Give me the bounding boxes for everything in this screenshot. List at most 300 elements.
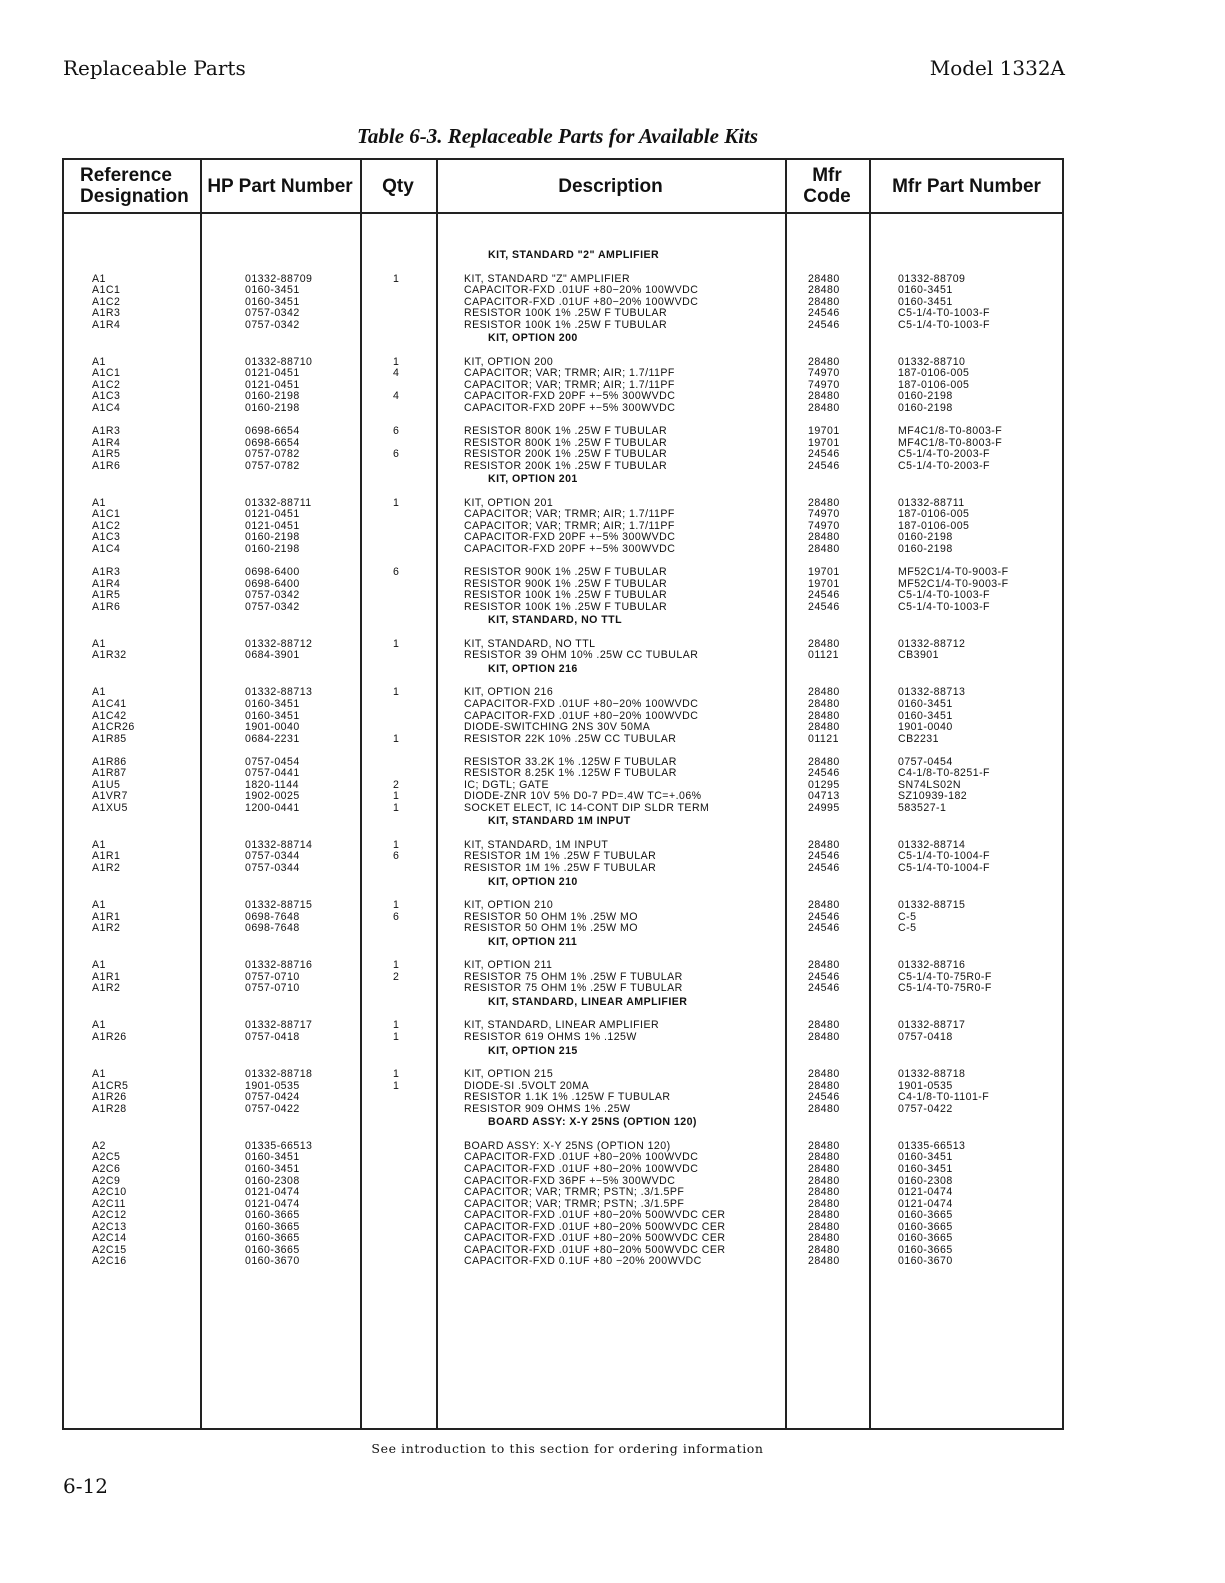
ref-designation: A2C10: [92, 1186, 127, 1199]
ref-designation: A1R26: [92, 1031, 127, 1044]
mfr-part-number: 01332-88718: [898, 1068, 966, 1081]
hp-part-number: 0757-0422: [245, 1102, 300, 1115]
hp-part-number: 0757-0424: [245, 1091, 300, 1104]
hp-part-number: 0684-2231: [245, 732, 300, 745]
ref-designation: A1C2: [92, 378, 121, 391]
hp-part-number: 0757-0782: [245, 459, 300, 472]
column-header-qty: Qty: [382, 175, 414, 197]
qty: 1: [393, 355, 400, 368]
mfr-part-number: C-5: [898, 922, 917, 935]
table-row: [0, 863, 1225, 875]
mfr-code: 24546: [808, 982, 840, 995]
mfr-part-number: 0160-3665: [898, 1209, 953, 1222]
qty: 1: [393, 899, 400, 912]
mfr-code: 28480: [808, 1209, 840, 1222]
kit-title: KIT, STANDARD, NO TTL: [488, 614, 623, 627]
hp-part-number: 0757-0782: [245, 448, 300, 461]
table-row: [0, 602, 1225, 614]
hp-part-number: 01332-88712: [245, 637, 313, 650]
description: CAPACITOR; VAR; TRMR; PSTN; .3/1.5PF: [464, 1186, 685, 1199]
qty: 1: [393, 1079, 400, 1092]
mfr-part-number: 01332-88716: [898, 959, 966, 972]
mfr-code: 28480: [808, 496, 840, 509]
description: KIT, OPTION 210: [464, 899, 554, 912]
mfr-code: 28480: [808, 390, 840, 403]
qty: 1: [393, 959, 400, 972]
ref-designation: A1: [92, 838, 106, 851]
hp-part-number: 0757-0344: [245, 850, 300, 863]
hp-part-number: 1902-0025: [245, 790, 300, 803]
qty: 1: [393, 732, 400, 745]
qty: 2: [393, 778, 400, 791]
hp-part-number: 0698-6654: [245, 436, 300, 449]
ref-designation: A1: [92, 1019, 106, 1032]
description: RESISTOR 100K 1% .25W F TUBULAR: [464, 307, 668, 320]
qty: 6: [393, 425, 400, 438]
hp-part-number: 0160-3665: [245, 1243, 300, 1256]
ref-designation: A1R1: [92, 850, 121, 863]
ref-designation: A1: [92, 899, 106, 912]
description: CAPACITOR-FXD 20PF +−5% 300WVDC: [464, 542, 676, 555]
hp-part-number: 01332-88711: [245, 496, 312, 509]
mfr-part-number: 0160-3451: [898, 709, 953, 722]
table-row: [0, 1187, 1225, 1199]
description: SOCKET ELECT, IC 14-CONT DIP SLDR TERM: [464, 801, 710, 814]
ref-designation: A2: [92, 1139, 106, 1152]
hp-part-number: 01332-88717: [245, 1019, 313, 1032]
model-header: Model 1332A: [929, 56, 1065, 80]
kit-title-row: [0, 997, 1225, 1009]
mfr-code: 28480: [808, 1162, 840, 1175]
table-row: [0, 900, 1225, 912]
mfr-code: 74970: [808, 519, 840, 532]
hp-part-number: 0757-0418: [245, 1031, 300, 1044]
hp-part-number: 01332-88714: [245, 838, 313, 851]
hp-part-number: 0160-3451: [245, 1151, 300, 1164]
table-row: [0, 699, 1225, 711]
ref-designation: A1C1: [92, 508, 121, 521]
mfr-code: 28480: [808, 1186, 840, 1199]
description: RESISTOR 1M 1% .25W F TUBULAR: [464, 862, 657, 875]
table-row: [0, 1210, 1225, 1222]
description: RESISTOR 100K 1% .25W F TUBULAR: [464, 600, 668, 613]
kit-title-row: [0, 1046, 1225, 1058]
mfr-part-number: 0160-2198: [898, 531, 953, 544]
hp-part-number: 0160-3665: [245, 1220, 300, 1233]
description: CAPACITOR-FXD 36PF +−5% 300WVDC: [464, 1174, 676, 1187]
hp-part-number: 0160-2198: [245, 390, 300, 403]
qty: 1: [393, 272, 400, 285]
mfr-code: 24995: [808, 801, 840, 814]
ref-designation: A1: [92, 272, 106, 285]
description: CAPACITOR; VAR; TRMR; AIR; 1.7/11PF: [464, 367, 675, 380]
kit-title-row: [0, 333, 1225, 345]
mfr-part-number: 187-0106-005: [898, 508, 970, 521]
description: KIT, OPTION 200: [464, 355, 554, 368]
hp-part-number: 1200-0441: [245, 801, 300, 814]
ref-designation: A1: [92, 637, 106, 650]
description: RESISTOR 22K 10% .25W CC TUBULAR: [464, 732, 677, 745]
table-row: [0, 768, 1225, 780]
table-row: [0, 722, 1225, 734]
qty: 6: [393, 850, 400, 863]
ref-designation: A2C11: [92, 1197, 126, 1210]
hp-part-number: 0757-0441: [245, 767, 300, 780]
hp-part-number: 0160-2198: [245, 542, 300, 555]
mfr-part-number: 01332-88717: [898, 1019, 966, 1032]
mfr-code: 24546: [808, 600, 840, 613]
mfr-part-number: C4-1/8-T0-1101-F: [898, 1091, 990, 1104]
ref-designation: A1R3: [92, 307, 121, 320]
qty: 6: [393, 910, 400, 923]
ref-designation: A1R4: [92, 577, 121, 590]
table-row: [0, 1032, 1225, 1044]
ref-designation: A1VR7: [92, 790, 128, 803]
hp-part-number: 0160-3451: [245, 284, 300, 297]
mfr-code: 28480: [808, 1079, 840, 1092]
hp-part-number: 1820-1144: [245, 778, 299, 791]
qty: 4: [393, 390, 400, 403]
mfr-code: 24546: [808, 1091, 840, 1104]
description: RESISTOR 33.2K 1% .125W F TUBULAR: [464, 755, 677, 768]
mfr-part-number: 1901-0535: [898, 1079, 953, 1092]
mfr-code: 04713: [808, 790, 840, 803]
mfr-code: 28480: [808, 697, 840, 710]
ref-designation: A2C16: [92, 1255, 127, 1268]
description: KIT, STANDARD "Z" AMPLIFIER: [464, 272, 631, 285]
mfr-code: 28480: [808, 1031, 840, 1044]
description: CAPACITOR-FXD 20PF +−5% 300WVDC: [464, 390, 676, 403]
qty: 1: [393, 637, 400, 650]
description: RESISTOR 100K 1% .25W F TUBULAR: [464, 318, 668, 331]
mfr-part-number: 01335-66513: [898, 1139, 966, 1152]
table-row: [0, 1164, 1225, 1176]
hp-part-number: 0121-0451: [245, 378, 300, 391]
description: KIT, STANDARD, LINEAR AMPLIFIER: [464, 1019, 660, 1032]
description: KIT, OPTION 211: [464, 959, 553, 972]
description: CAPACITOR; VAR; TRMR; AIR; 1.7/11PF: [464, 508, 675, 521]
mfr-part-number: 01332-88712: [898, 637, 966, 650]
description: KIT, OPTION 216: [464, 686, 554, 699]
kit-title: KIT, OPTION 200: [488, 332, 578, 345]
hp-part-number: 0757-0344: [245, 862, 300, 875]
hp-part-number: 0757-0342: [245, 589, 300, 602]
description: KIT, OPTION 215: [464, 1068, 554, 1081]
description: CAPACITOR-FXD .01UF +80−20% 100WVDC: [464, 1162, 699, 1175]
mfr-part-number: 01332-88711: [898, 496, 965, 509]
mfr-code: 28480: [808, 542, 840, 555]
hp-part-number: 0684-3901: [245, 649, 300, 662]
hp-part-number: 01332-88718: [245, 1068, 313, 1081]
mfr-code: 28480: [808, 1019, 840, 1032]
mfr-code: 19701: [808, 436, 840, 449]
kit-title-row: [0, 474, 1225, 486]
kit-title: BOARD ASSY: X-Y 25NS (OPTION 120): [488, 1116, 697, 1129]
description: RESISTOR 619 OHMS 1% .125W: [464, 1031, 637, 1044]
description: IC; DGTL; GATE: [464, 778, 549, 791]
mfr-code: 28480: [808, 1220, 840, 1233]
ref-designation: A1R2: [92, 922, 121, 935]
table-row: [0, 734, 1225, 746]
ref-designation: A2C5: [92, 1151, 121, 1164]
kit-title-row: [0, 877, 1225, 889]
hp-part-number: 01332-88709: [245, 272, 313, 285]
ref-designation: A1C3: [92, 531, 121, 544]
hp-part-number: 0160-3451: [245, 697, 300, 710]
mfr-code: 28480: [808, 1232, 840, 1245]
mfr-code: 28480: [808, 1197, 840, 1210]
mfr-part-number: 0160-3670: [898, 1255, 953, 1268]
ref-designation: A1R2: [92, 862, 121, 875]
qty: 6: [393, 448, 400, 461]
mfr-part-number: MF4C1/8-T0-8003-F: [898, 436, 1003, 449]
kit-title-row: [0, 1117, 1225, 1129]
description: CAPACITOR-FXD 20PF +−5% 300WVDC: [464, 531, 676, 544]
mfr-code: 28480: [808, 721, 840, 734]
ref-designation: A1C3: [92, 390, 121, 403]
mfr-code: 28480: [808, 1255, 840, 1268]
table-row: [0, 1104, 1225, 1116]
description: RESISTOR 75 OHM 1% .25W F TUBULAR: [464, 982, 683, 995]
mfr-part-number: 1901-0040: [898, 721, 953, 734]
qty: 1: [393, 838, 400, 851]
ref-designation: A1: [92, 496, 106, 509]
mfr-part-number: C5-1/4-T0-1004-F: [898, 850, 990, 863]
description: CAPACITOR-FXD .01UF +80−20% 100WVDC: [464, 697, 699, 710]
ref-designation: A1U5: [92, 778, 121, 791]
qty: 4: [393, 367, 400, 380]
description: RESISTOR 800K 1% .25W F TUBULAR: [464, 425, 668, 438]
mfr-code: 74970: [808, 508, 840, 521]
table-row: [0, 320, 1225, 332]
description: CAPACITOR-FXD .01UF +80−20% 500WVDC CER: [464, 1232, 726, 1245]
mfr-code: 28480: [808, 1068, 840, 1081]
table-row: [0, 1256, 1225, 1268]
mfr-code: 28480: [808, 1174, 840, 1187]
ref-designation: A1C2: [92, 295, 121, 308]
ref-designation: A1CR5: [92, 1079, 129, 1092]
ref-designation: A1C2: [92, 519, 121, 532]
mfr-part-number: MF4C1/8-T0-8003-F: [898, 425, 1003, 438]
kit-title: KIT, STANDARD 1M INPUT: [488, 815, 631, 828]
column-header-reference: Reference Designation: [80, 165, 189, 207]
mfr-part-number: C5-1/4-T0-1003-F: [898, 318, 990, 331]
mfr-part-number: MF52C1/4-T0-9003-F: [898, 566, 1009, 579]
hp-part-number: 0160-2198: [245, 402, 300, 415]
qty: 1: [393, 1068, 400, 1081]
ref-designation: A1R4: [92, 318, 121, 331]
ref-designation: A1R3: [92, 566, 121, 579]
mfr-part-number: C4-1/8-T0-8251-F: [898, 767, 990, 780]
ref-designation: A1C42: [92, 709, 127, 722]
hp-part-number: 0121-0474: [245, 1186, 300, 1199]
hp-part-number: 0698-6400: [245, 577, 300, 590]
ref-designation: A1C1: [92, 367, 121, 380]
description: CAPACITOR-FXD 0.1UF +80 −20% 200WVDC: [464, 1255, 702, 1268]
mfr-code: 24546: [808, 307, 840, 320]
mfr-code: 19701: [808, 577, 840, 590]
section-header: Replaceable Parts: [63, 56, 246, 80]
mfr-part-number: 01332-88715: [898, 899, 966, 912]
mfr-code: 24546: [808, 922, 840, 935]
mfr-part-number: 0121-0474: [898, 1186, 953, 1199]
mfr-part-number: 0160-3665: [898, 1232, 953, 1245]
mfr-code: 28480: [808, 1151, 840, 1164]
description: DIODE-SWITCHING 2NS 30V 50MA: [464, 721, 651, 734]
hp-part-number: 0757-0710: [245, 970, 300, 983]
mfr-part-number: CB3901: [898, 649, 939, 662]
mfr-part-number: 0160-3451: [898, 1162, 953, 1175]
hp-part-number: 01332-88710: [245, 355, 313, 368]
kit-title-row: [0, 250, 1225, 262]
description: CAPACITOR-FXD 20PF +−5% 300WVDC: [464, 402, 676, 415]
ref-designation: A2C12: [92, 1209, 127, 1222]
qty: 1: [393, 801, 400, 814]
mfr-code: 19701: [808, 566, 840, 579]
ref-designation: A1: [92, 959, 106, 972]
description: CAPACITOR; VAR; TRMR; AIR; 1.7/11PF: [464, 519, 675, 532]
mfr-part-number: 0757-0418: [898, 1031, 953, 1044]
ref-designation: A2C15: [92, 1243, 127, 1256]
mfr-part-number: 01332-88710: [898, 355, 966, 368]
table-row: [0, 403, 1225, 415]
hp-part-number: 0160-2198: [245, 531, 300, 544]
column-header-hp-part-number: HP Part Number: [207, 175, 353, 197]
description: RESISTOR 200K 1% .25W F TUBULAR: [464, 459, 668, 472]
description: DIODE-ZNR 10V 5% D0-7 PD=.4W TC=+.06%: [464, 790, 702, 803]
description: RESISTOR 1.1K 1% .125W F TUBULAR: [464, 1091, 671, 1104]
table-row: [0, 803, 1225, 815]
table-row: [0, 449, 1225, 461]
hp-part-number: 0121-0451: [245, 519, 300, 532]
mfr-part-number: 0757-0422: [898, 1102, 953, 1115]
mfr-code: 24546: [808, 767, 840, 780]
ref-designation: A1R32: [92, 649, 127, 662]
mfr-part-number: 187-0106-005: [898, 378, 970, 391]
hp-part-number: 0757-0454: [245, 755, 300, 768]
hp-part-number: 01332-88713: [245, 686, 313, 699]
mfr-code: 24546: [808, 910, 840, 923]
ref-designation: A1R2: [92, 982, 121, 995]
description: RESISTOR 1M 1% .25W F TUBULAR: [464, 850, 657, 863]
mfr-part-number: SN74LS02N: [898, 778, 961, 791]
ref-designation: A1R28: [92, 1102, 127, 1115]
mfr-code: 28480: [808, 838, 840, 851]
ref-designation: A1R5: [92, 448, 121, 461]
ref-designation: A1R1: [92, 970, 121, 983]
column-header-description: Description: [558, 175, 663, 197]
hp-part-number: 0698-7648: [245, 922, 300, 935]
ref-designation: A1C1: [92, 284, 121, 297]
description: RESISTOR 909 OHMS 1% .25W: [464, 1102, 631, 1115]
mfr-code: 28480: [808, 402, 840, 415]
qty: 6: [393, 566, 400, 579]
mfr-part-number: 01332-88713: [898, 686, 966, 699]
hp-part-number: 01332-88715: [245, 899, 313, 912]
mfr-part-number: C5-1/4-T0-75R0-F: [898, 970, 992, 983]
hp-part-number: 01335-66513: [245, 1139, 313, 1152]
mfr-code: 24546: [808, 318, 840, 331]
hp-part-number: 0121-0474: [245, 1197, 300, 1210]
hp-part-number: 0121-0451: [245, 367, 300, 380]
mfr-code: 28480: [808, 1139, 840, 1152]
mfr-part-number: MF52C1/4-T0-9003-F: [898, 577, 1009, 590]
mfr-part-number: C5-1/4-T0-2003-F: [898, 448, 990, 461]
ref-designation: A1R1: [92, 910, 121, 923]
hp-part-number: 0160-3451: [245, 295, 300, 308]
mfr-part-number: 0160-2198: [898, 390, 953, 403]
page-number: 6-12: [63, 1474, 108, 1498]
footnote: See introduction to this section for ordering information: [371, 1441, 764, 1456]
ref-designation: A1R86: [92, 755, 127, 768]
hp-part-number: 0757-0342: [245, 600, 300, 613]
mfr-part-number: C5-1/4-T0-2003-F: [898, 459, 990, 472]
table-row: [0, 983, 1225, 995]
mfr-part-number: C5-1/4-T0-1003-F: [898, 589, 990, 602]
description: CAPACITOR-FXD .01UF +80−20% 100WVDC: [464, 284, 699, 297]
table-row: [0, 650, 1225, 662]
kit-title: KIT, OPTION 210: [488, 875, 578, 888]
kit-title: KIT, OPTION 215: [488, 1044, 578, 1057]
ref-designation: A1R4: [92, 436, 121, 449]
column-header-mfr-part-number: Mfr Part Number: [892, 175, 1041, 197]
description: KIT, OPTION 201: [464, 496, 554, 509]
qty: 1: [393, 1031, 400, 1044]
ref-designation: A1XU5: [92, 801, 128, 814]
table-row: [0, 1069, 1225, 1081]
mfr-code: 28480: [808, 1243, 840, 1256]
mfr-part-number: 0160-3451: [898, 697, 953, 710]
mfr-code: 28480: [808, 686, 840, 699]
description: RESISTOR 100K 1% .25W F TUBULAR: [464, 589, 668, 602]
mfr-part-number: 0160-3451: [898, 284, 953, 297]
ref-designation: A1CR26: [92, 721, 135, 734]
hp-part-number: 0698-7648: [245, 910, 300, 923]
description: CAPACITOR-FXD .01UF +80−20% 500WVDC CER: [464, 1243, 726, 1256]
description: RESISTOR 900K 1% .25W F TUBULAR: [464, 577, 668, 590]
mfr-part-number: 187-0106-005: [898, 519, 970, 532]
hp-part-number: 01332-88716: [245, 959, 313, 972]
mfr-code: 24546: [808, 862, 840, 875]
mfr-part-number: 0160-3665: [898, 1243, 953, 1256]
hp-part-number: 0698-6654: [245, 425, 300, 438]
mfr-code: 28480: [808, 637, 840, 650]
hp-part-number: 0757-0710: [245, 982, 300, 995]
description: KIT, STANDARD, NO TTL: [464, 637, 596, 650]
table-row: [0, 923, 1225, 935]
header-divider: [64, 212, 1062, 214]
mfr-code: 24546: [808, 448, 840, 461]
mfr-code: 24546: [808, 850, 840, 863]
description: CAPACITOR-FXD .01UF +80−20% 100WVDC: [464, 295, 699, 308]
ref-designation: A1R6: [92, 459, 121, 472]
mfr-code: 24546: [808, 589, 840, 602]
description: RESISTOR 39 OHM 10% .25W CC TUBULAR: [464, 649, 699, 662]
hp-part-number: 0160-2308: [245, 1174, 300, 1187]
hp-part-number: 1901-0040: [245, 721, 300, 734]
qty: 1: [393, 686, 400, 699]
kit-title: KIT, OPTION 211: [488, 935, 578, 948]
table-row: [0, 461, 1225, 473]
ref-designation: A1C4: [92, 402, 121, 415]
ref-designation: A1C41: [92, 697, 127, 710]
ref-designation: A2C6: [92, 1162, 121, 1175]
ref-designation: A1: [92, 1068, 106, 1081]
qty: 1: [393, 790, 400, 803]
hp-part-number: 0757-0342: [245, 307, 300, 320]
mfr-part-number: 0121-0474: [898, 1197, 953, 1210]
mfr-part-number: 0160-3665: [898, 1220, 953, 1233]
